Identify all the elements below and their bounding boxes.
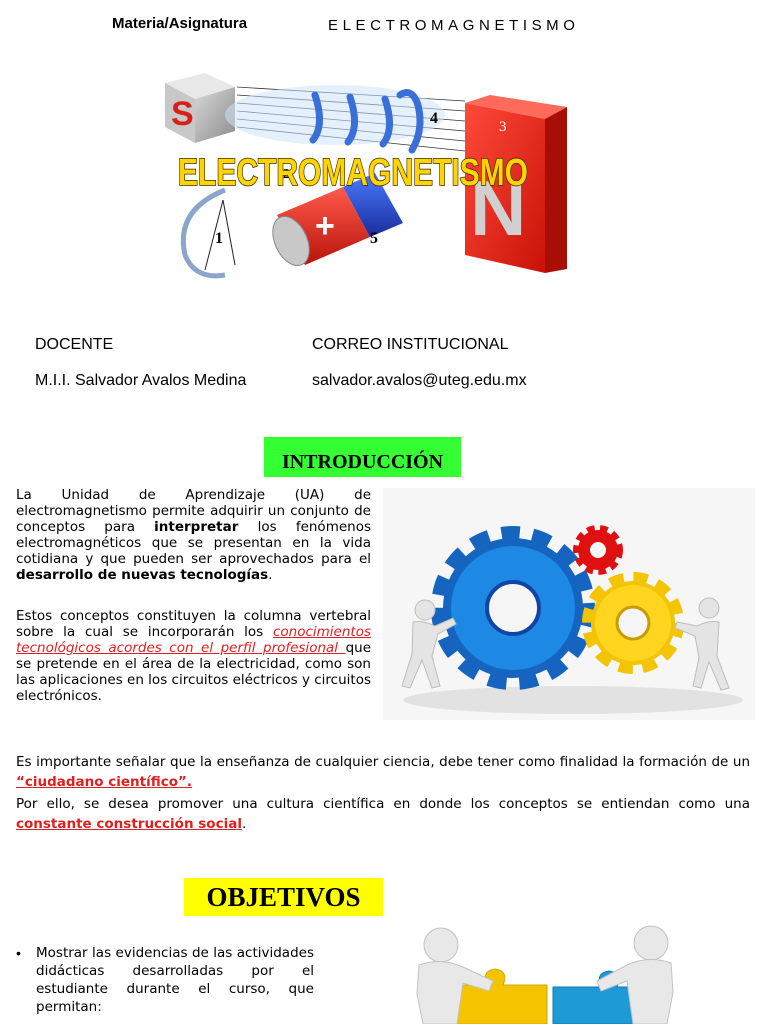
hero-illustration — [165, 65, 570, 285]
south-pole-block — [165, 73, 235, 143]
objective-text: Mostrar las evidencias de las actividades didácticas desarrolladas por el estudiante durante el curso, que permitan: — [36, 945, 314, 1015]
objectives-list — [16, 944, 314, 1016]
gears-illustration — [383, 488, 755, 720]
label-3: 3 — [499, 119, 507, 135]
intro-p1-text: La Unidad de Aprendizaje (UA) de electromagnetismo permite adquirir un conjunto de conceptos para — [16, 487, 371, 535]
correo-email[interactable]: salvador.avalos@uteg.edu.mx — [312, 372, 527, 389]
intro-p1-end: . — [268, 567, 273, 583]
intro-paragraph-1 — [16, 487, 371, 583]
label-1: 1 — [215, 230, 223, 247]
correo-label: CORREO INSTITUCIONAL — [312, 336, 509, 353]
intro-p2-text-2: que se pretende en el área de la electricidad, como son las aplicaciones en los circuitos eléctricos y circuitos electrónicos. — [16, 640, 371, 704]
intro-p1-emphasis: interpretar — [154, 519, 239, 535]
blue-gear-icon — [443, 538, 583, 678]
list-item — [16, 944, 314, 1016]
electromagnet-illustration — [165, 65, 570, 285]
construccion-social-highlight: constante construcción social — [16, 816, 242, 832]
subject-name: ELECTROMAGNETISMO — [328, 17, 580, 34]
paragraph-cultura — [16, 794, 750, 834]
hero-title: ELECTROMAGNETISMO — [178, 152, 528, 194]
intro-heading: INTRODUCCIÓN — [264, 437, 461, 477]
intro-p2-text: Estos conceptos constituyen la columna vertebral sobre la cual se incorporarán los — [16, 608, 371, 640]
paragraph-cultura-text: Por ello, se desea promover una cultura científica en donde los conceptos se entiendan como una — [16, 796, 750, 812]
docente-name: M.I.I. Salvador Avalos Medina — [35, 372, 247, 389]
label-5: 5 — [370, 230, 378, 247]
red-gear-icon — [578, 530, 618, 570]
battery-plus-icon: + — [315, 207, 335, 245]
puzzle-illustration — [405, 925, 757, 1024]
bullet-icon: • — [16, 945, 21, 961]
paragraph-ciudadano-text: Es importante señalar que la enseñanza de cualquier ciencia, debe tener como finalidad la formación de un — [16, 754, 750, 770]
ciudadano-cientifico-highlight: “ciudadano científico”. — [16, 774, 193, 790]
yellow-gear-icon — [591, 581, 675, 665]
label-4: 4 — [430, 110, 438, 127]
docente-label: DOCENTE — [35, 336, 114, 353]
puzzle-icon — [405, 925, 757, 1024]
pole-s-label: S — [171, 95, 194, 133]
subject-label: Materia/Asignatura — [112, 15, 248, 32]
label-2: 2 — [283, 167, 290, 182]
paragraph-cultura-end: . — [241, 816, 247, 832]
paragraph-ciudadano — [16, 752, 750, 792]
intro-p1-emphasis-2: desarrollo de nuevas tecnologías — [16, 567, 269, 583]
intro-p2-highlight: conocimientos tecnológicos acordes con el perfil profesional — [16, 624, 371, 656]
gears-icon — [383, 488, 755, 720]
intro-paragraph-2 — [16, 608, 371, 704]
intro-p1-text-2: los fenómenos electromagnéticos que se presentan en la vida cotidiana y que pueden ser aprovechados para el — [16, 519, 371, 567]
pole-n-label: N — [470, 164, 527, 252]
objectives-heading: OBJETIVOS — [184, 878, 383, 916]
